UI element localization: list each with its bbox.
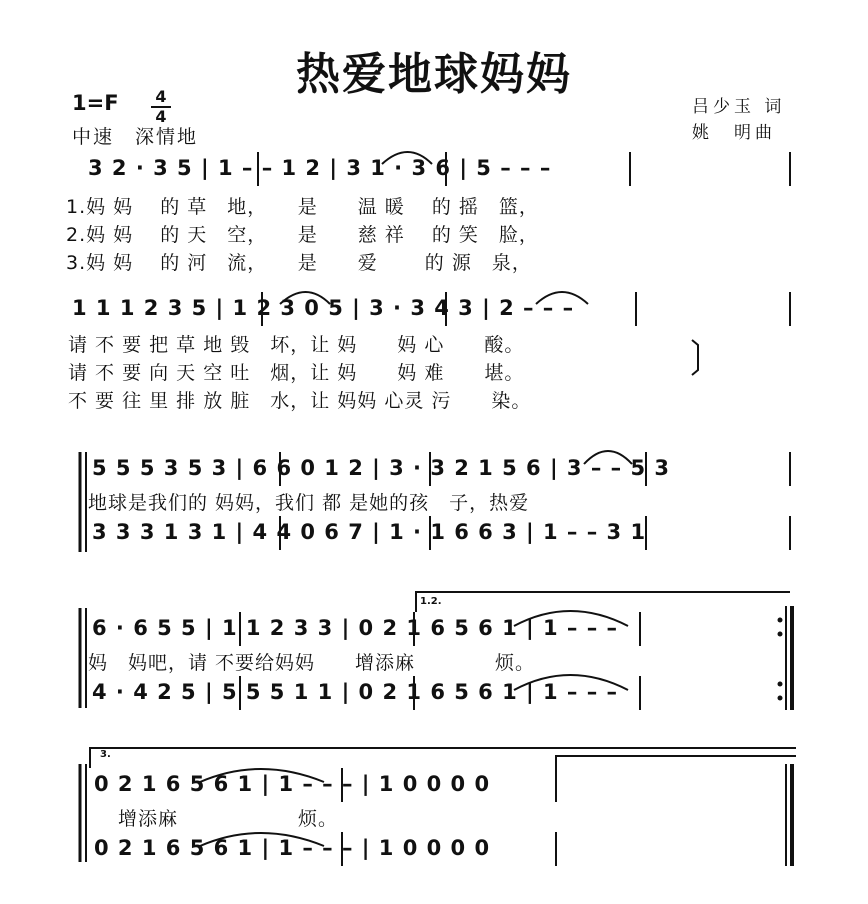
- song-title: 热爱地球妈妈: [296, 49, 572, 100]
- system5-lower-notes: 0 2 1 6 5 6 1 | 1 – – – | 1 0 0 0 0: [94, 836, 491, 860]
- system2-verse3: 不 要 往 里 排 放 脏 水，让 妈妈 心灵 污 染。: [68, 390, 532, 412]
- system1-verse3: 3.妈 妈 的 河 流， 是 爱 的 源 泉，: [66, 252, 532, 274]
- system5-upper-notes: 0 2 1 6 5 6 1 | 1 – – – | 1 0 0 0 0: [94, 772, 491, 796]
- composer-credit: 姚 明曲: [692, 123, 776, 143]
- ending-3-label: 3.: [100, 749, 111, 760]
- system1-verse2: 2.妈 妈 的 天 空， 是 慈 祥 的 笑 脸，: [66, 224, 539, 246]
- ending-1-2-label: 1.2.: [420, 596, 442, 607]
- lyricist-credit: 吕少玉 词: [692, 97, 786, 117]
- system2-notes: 1 1 1 2 3 5 | 1 2 3 0 5 | 3 · 3 4 3 | 2 – – –: [72, 296, 575, 320]
- system3-lyrics: 地球是我们的 妈妈，我们 都 是她的孩 子，热爱: [88, 492, 530, 514]
- system5-lyrics: 增添麻 烦。: [118, 808, 339, 830]
- tempo-marking: 中速 深情地: [72, 126, 199, 148]
- system4-lyrics: 妈 妈吧，请 不要给妈妈 增添麻 烦。: [88, 652, 536, 674]
- system4-lower-notes: 4 · 4 2 5 | 5 5 5 1 1 | 0 2 1 6 5 6 1 | 1 – – –: [92, 680, 619, 704]
- system2-verse1: 请 不 要 把 草 地 毁 坏，让 妈 妈 心 酸。: [68, 334, 525, 356]
- system2-verse2: 请 不 要 向 天 空 吐 烟，让 妈 妈 难 堪。: [68, 362, 525, 384]
- system4-upper-notes: 6 · 6 5 5 | 1 1 2 3 3 | 0 2 1 6 5 6 1 | 1 – – –: [92, 616, 619, 640]
- system1-notes: 3 2 · 3 5 | 1 – – 1 2 | 3 1 · 3 6 | 5 – – –: [88, 156, 552, 180]
- time-signature-bottom: 4: [155, 107, 167, 126]
- system3-upper-notes: 5 5 5 3 5 3 | 6 6 0 1 2 | 3 · 3 2 1 5 6 | 3 – – 5 3: [92, 456, 670, 480]
- time-signature-top: 4: [155, 87, 167, 106]
- key-signature: 1=F: [72, 91, 119, 115]
- system1-verse1: 1.妈 妈 的 草 地， 是 温 暖 的 摇 篮，: [66, 196, 539, 218]
- system3-lower-notes: 3 3 3 1 3 1 | 4 4 0 6 7 | 1 · 1 6 6 3 | 1 – – 3 1: [92, 520, 647, 544]
